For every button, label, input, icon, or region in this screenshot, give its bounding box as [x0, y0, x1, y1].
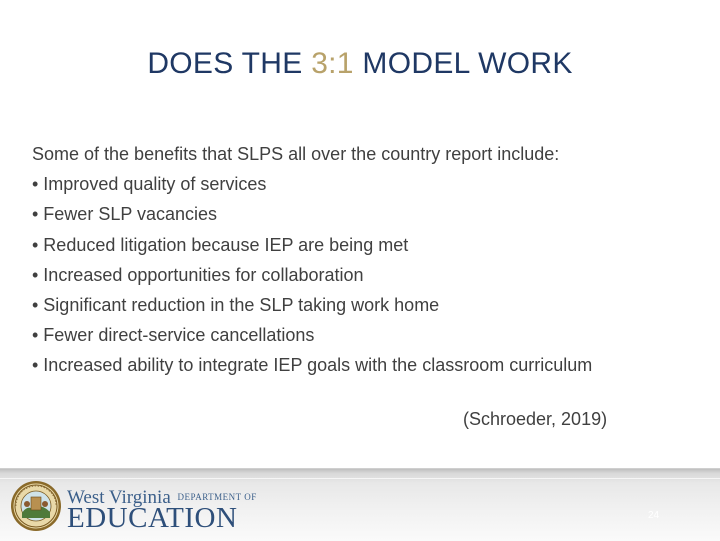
title-part-2: MODEL WORK [353, 47, 573, 80]
citation: (Schroeder, 2019) [463, 409, 608, 429]
bullet-item: • Fewer SLP vacancies [32, 204, 218, 225]
slide-title [0, 47, 720, 81]
logo-department: DEPARTMENT OF [177, 492, 257, 502]
bullet-item: • Reduced litigation because IEP are being met [32, 234, 409, 255]
bullet-item: • Increased ability to integrate IEP goals with the classroom curriculum [32, 355, 593, 376]
title-accent: 3:1 [311, 47, 354, 80]
title-part-1: DOES THE [147, 47, 312, 80]
bullet-item: • Fewer direct-service cancellations [32, 325, 315, 346]
footer-divider [0, 478, 720, 479]
logo-wordmark-bottom: EDUCATION [67, 502, 238, 534]
slide-body [32, 139, 702, 381]
bullet-item: • Significant reduction in the SLP taking work home [32, 295, 440, 316]
bullet-item: • Improved quality of services [32, 174, 267, 195]
bullet-item: • Increased opportunities for collaboration [32, 264, 364, 285]
state-seal-icon [10, 480, 62, 532]
intro-line: Some of the benefits that SLPS all over the country report include: [32, 144, 560, 164]
page-number: 24 [648, 510, 660, 521]
logo-state: West Virginia [67, 487, 171, 508]
